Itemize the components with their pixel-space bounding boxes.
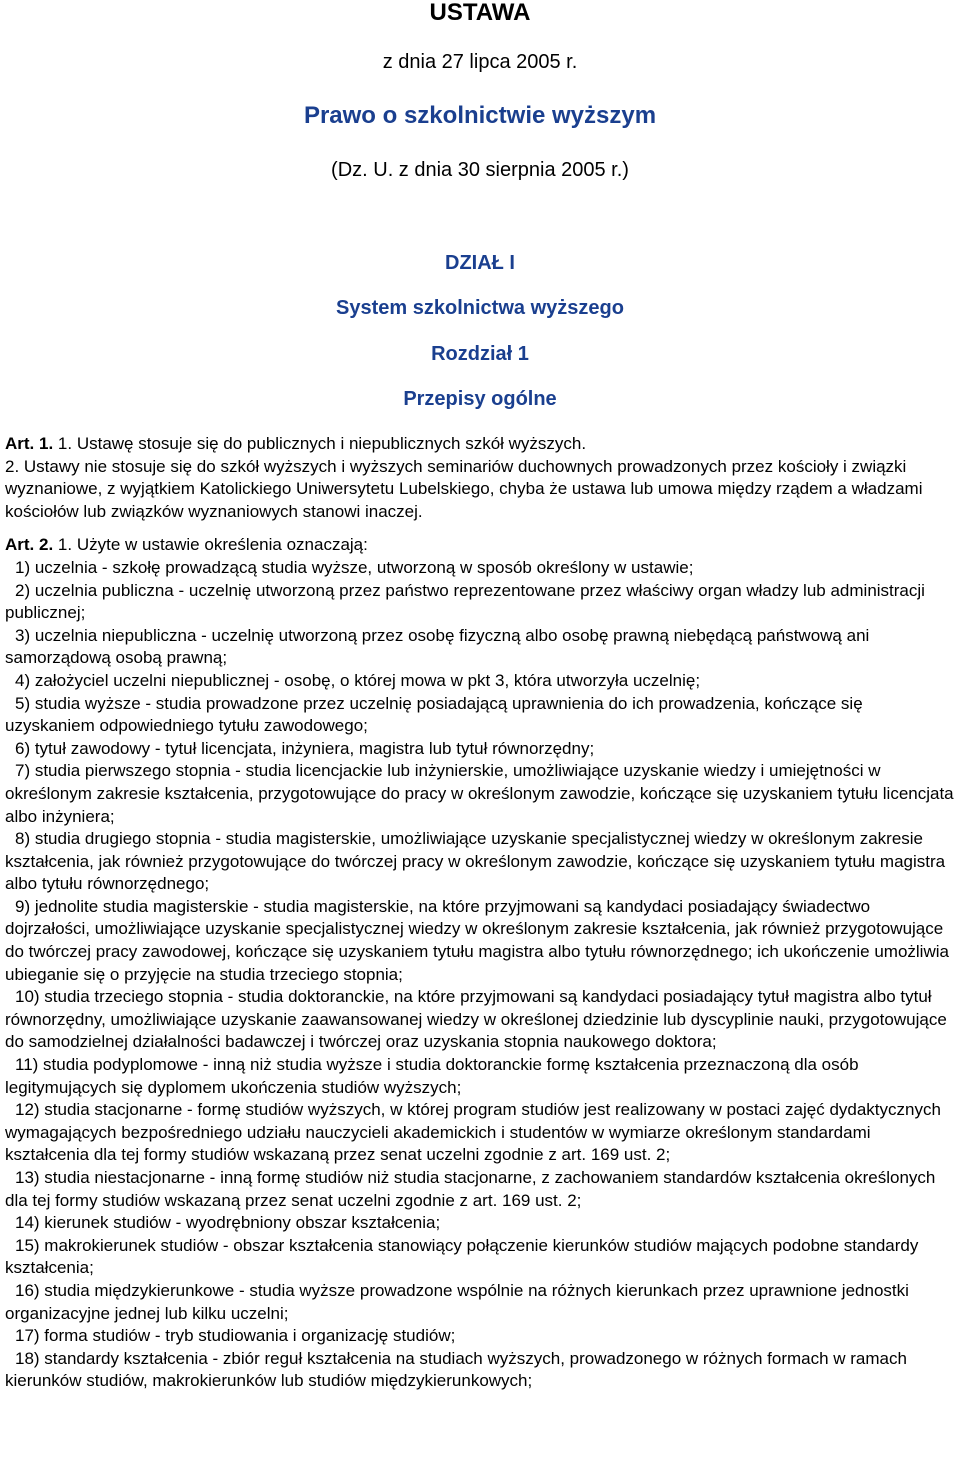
definition-item: 2) uczelnia publiczna - uczelnię utworzoną przez państwo reprezentowane przez właściwy organ władzy lub administracji publicznej; (5, 580, 925, 623)
document-body (5, 433, 957, 1393)
definition-item: 4) założyciel uczelni niepublicznej - osobę, o której mowa w pkt 3, która utworzyła uczelnię; (15, 670, 701, 690)
art1-para1-text: 1. Ustawę stosuje się do publicznych i niepublicznych szkół wyższych. (57, 434, 587, 453)
definition-item: 3) uczelnia niepubliczna - uczelnię utworzoną przez osobę fizyczną albo osobę prawną niebędącą państwową ani samorządową osobą prawną; (5, 625, 870, 668)
chapter-heading: Rozdział 1 (431, 343, 529, 365)
definition-item: 9) jednolite studia magisterskie - studia magisterskie, na które przyjmowani są kandydaci posiadający świadectwo dojrzałości, umożliwiające uzyskanie specjalistycznej wiedzy w określonym zakresie kształcenia, jak również przygotowujące do twórczej pracy zawodowej, kończące się uzyskaniem tytułu magistra albo tytułu równorzędnego; ich ukończenie umożliwia ubieganie się o przyjęcie na studia trzeciego stopnia; (5, 896, 949, 984)
art2-label: Art. 2. (5, 535, 54, 555)
definitions-list (5, 557, 957, 1393)
art2-intro (5, 534, 957, 557)
definition-item: 7) studia pierwszego stopnia - studia licencjackie lub inżynierskie, umożliwiające uzyskanie wiedzy i umiejętności w określonym zakresie kształcenia, przygotowujące do pracy w określonym zawodzie, kończące się uzyskaniem tytułu licencjata albo inżyniera; (5, 761, 954, 826)
definition-item: 10) studia trzeciego stopnia - studia doktoranckie, na które przyjmowani są kandydaci posiadający tytuł magistra albo tytuł równorzędny, umożliwiające uzyskanie zaawansowanej wiedzy w określonej dziedzinie lub dyscyplinie nauki, przygotowujące do samodzielnej działalności badawczej i twórczej oraz uzyskania stopnia naukowego doktora; (5, 987, 947, 1052)
definition-item: 6) tytuł zawodowy - tytuł licencjata, inżyniera, magistra lub tytuł równorzędny; (15, 738, 595, 758)
definition-item: 8) studia drugiego stopnia - studia magisterskie, umożliwiające uzyskanie specjalistycznej wiedzy w określonym zakresie kształcenia, jak również przygotowujące do twórczej pracy w określonym zawodzie, kończące się uzyskaniem tytułu magistra albo tytułu równorzędnego; (5, 829, 946, 894)
definition-item: 5) studia wyższe - studia prowadzone przez uczelnię posiadającą uprawnienia do ich prowadzenia, kończące się uzyskaniem odpowiedniego tytułu zawodowego; (5, 693, 863, 736)
art2-intro-text: 1. Użyte w ustawie określenia oznaczają: (57, 535, 368, 555)
definition-item: 12) studia stacjonarne - formę studiów wyższych, w której program studiów jest realizowany w postaci zajęć dydaktycznych wymagających bezpośredniego udziału nauczycieli akademickich i studentów w wymiarze określonym standardami kształcenia dla tej formy studiów wskazaną przez senat uczelni zgodnie z art. 169 ust. 2; (5, 1100, 941, 1165)
definition-item: 14) kierunek studiów - wyodrębniony obszar kształcenia; (15, 1213, 441, 1233)
act-date: z dnia 27 lipca 2005 r. (382, 51, 578, 73)
journal-reference: (Dz. U. z dnia 30 sierpnia 2005 r.) (331, 159, 629, 181)
definition-item: 1) uczelnia - szkołę prowadzącą studia wyższe, utworzoną w sposób określony w ustawie; (15, 557, 694, 577)
definition-item: 15) makrokierunek studiów - obszar kształcenia stanowiący połączenie kierunków studiów mających podobne standardy kształcenia; (5, 1235, 919, 1278)
definition-item: 13) studia niestacjonarne - inną formę studiów niż studia stacjonarne, z zachowaniem standardów kształcenia określonych dla tej formy studiów wskazaną przez senat uczelni zgodnie z art. 169 ust. 2; (5, 1168, 936, 1210)
definition-item: 11) studia podyplomowe - inną niż studia wyższe i studia doktoranckie formę kształcenia przeznaczoną dla osób legitymujących się dyplomem ukończenia studiów wyższych; (5, 1055, 859, 1097)
art1-label: Art. 1. (5, 434, 54, 453)
act-type-heading: USTAWA (429, 0, 531, 26)
act-title: Prawo o szkolnictwie wyższym (303, 102, 657, 129)
chapter-title: Przepisy ogólne (403, 388, 557, 410)
definition-item: 17) forma studiów - tryb studiowania i organizację studiów; (15, 1326, 456, 1346)
definition-item: 16) studia międzykierunkowe - studia wyższe prowadzone wspólnie na różnych kierunkach przez uprawnione jednostki organizacyjne jednej lub kilku uczelni; (5, 1280, 909, 1323)
definition-item: 18) standardy kształcenia - zbiór reguł kształcenia na studiach wyższych, prowadzonego w różnych formach w ramach kierunków studiów, makrokierunków lub studiów międzykierunkowych; (5, 1348, 907, 1391)
division-heading: DZIAŁ I (445, 252, 515, 274)
division-title: System szkolnictwa wyższego (336, 297, 624, 319)
art1-para1 (5, 433, 957, 456)
art1-para2: 2. Ustawy nie stosuje się do szkół wyższych i wyższych seminariów duchownych prowadzonych przez kościoły i związki wyznaniowe, z wyjątkiem Katolickiego Uniwersytetu Lubelskiego, chyba że ustawa lub umowa między rządem a władzami kościołów lub związków wyznaniowych stanowi inaczej. (5, 456, 923, 521)
